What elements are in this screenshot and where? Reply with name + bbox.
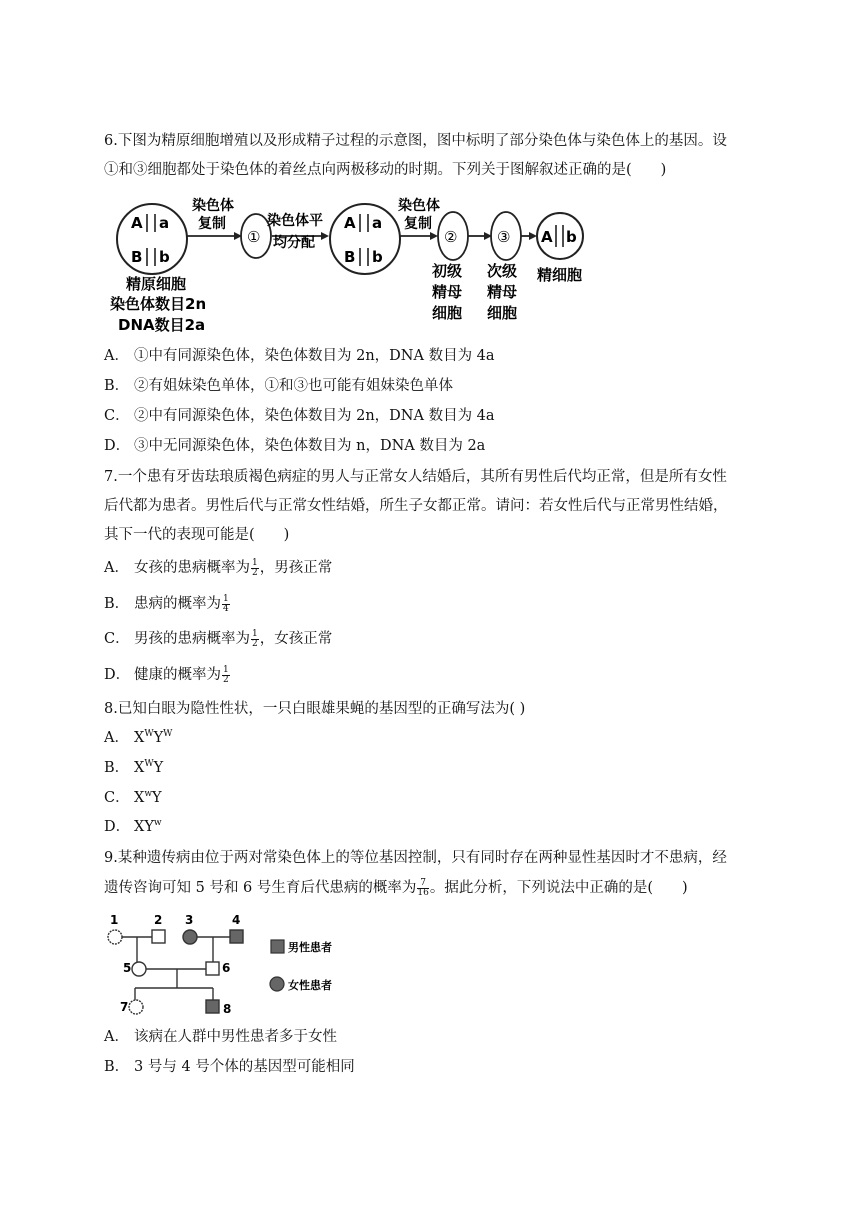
q8-stem: 8.已知白眼为隐性性状，一只白眼雄果蝇的基因型的正确写法为( ): [104, 701, 526, 717]
spermatogenesis-diagram: [104, 192, 604, 332]
svg-text:7: 7: [120, 1000, 129, 1014]
svg-text:初级: 初级: [432, 262, 463, 280]
q8-option-d: D． $XY^w$: [104, 818, 162, 835]
q9-option-a: A． 该病在人群中男性患者多于女性: [104, 1029, 337, 1045]
svg-text:染色体平: 染色体平: [267, 213, 323, 229]
svg-text:染色体数目2n: 染色体数目2n: [110, 295, 207, 313]
individual-7: [129, 1000, 143, 1014]
svg-text:1: 1: [110, 913, 119, 927]
individual-3: [183, 930, 197, 944]
q6-option-a: A． ①中有同源染色体，染色体数目为 2n，DNA 数目为 4a: [104, 348, 495, 364]
q7-stem-line2: 后代都为患者。男性后代与正常女性结婚，所生子女都正常。请问：若女性后代与正常男性结婚，: [104, 498, 728, 514]
svg-text:A: A: [131, 214, 143, 232]
daughter-spermatogonium-cell: [330, 204, 400, 274]
q9-option-b: B． 3 号与 4 号个体的基因型可能相同: [104, 1059, 355, 1075]
svg-text:②: ②: [444, 228, 458, 246]
fraction: $\frac{1}{4}$: [223, 593, 229, 614]
fraction: $\frac{1}{2}$: [252, 557, 258, 578]
svg-text:次级: 次级: [487, 262, 518, 280]
svg-text:染色体: 染色体: [398, 198, 440, 214]
q7-option-c: C． 男孩的患病概率为 $\frac{1}{2}$ ，女孩正常: [104, 628, 333, 649]
spermatogonium-cell: [117, 204, 187, 274]
q6-option-c: C． ②中有同源染色体，染色体数目为 2n，DNA 数目为 4a: [104, 408, 495, 424]
svg-text:复制: 复制: [404, 216, 432, 232]
svg-text:复制: 复制: [198, 216, 226, 232]
q6-stem-line1: 6.下图为精原细胞增殖以及形成精子过程的示意图，图中标明了部分染色体与染色体上的基因。设: [104, 133, 727, 149]
q7-option-d: D． 健康的概率为 $\frac{1}{2}$: [104, 664, 229, 685]
q8-option-a: A． $X^WY^W$: [104, 729, 173, 746]
svg-text:a: a: [159, 214, 170, 232]
legend-female-symbol: [270, 977, 284, 991]
svg-text:③: ③: [497, 228, 511, 246]
q6-option-b: B． ②有姐妹染色单体，①和③也可能有姐妹染色单体: [104, 378, 453, 394]
svg-text:A: A: [344, 214, 356, 232]
legend-male-symbol: [271, 940, 284, 953]
q7-stem-line1: 7.一个患有牙齿珐琅质褐色病症的男人与正常女人结婚后，其所有男性后代均正常，但是所有女性: [104, 469, 727, 485]
q8-option-c: C． $X^wY$: [104, 789, 162, 806]
svg-text:男性患者: 男性患者: [288, 941, 332, 954]
svg-text:B: B: [344, 248, 356, 266]
svg-text:精母: 精母: [432, 283, 463, 301]
svg-text:DNA数目2a: DNA数目2a: [118, 316, 206, 332]
svg-text:b: b: [372, 248, 383, 266]
q8-option-b: B． $X^WY$: [104, 759, 164, 776]
svg-text:染色体: 染色体: [192, 198, 234, 214]
svg-text:细胞: 细胞: [487, 304, 518, 322]
pedigree-chart: [104, 910, 374, 1020]
svg-text:女性患者: 女性患者: [288, 979, 332, 992]
q6-option-d: D． ③中无同源染色体，染色体数目为 n，DNA 数目为 2a: [104, 438, 486, 454]
svg-text:细胞: 细胞: [432, 304, 463, 322]
svg-text:均分配: 均分配: [273, 235, 315, 251]
fraction: $\frac{1}{2}$: [252, 628, 258, 649]
svg-text:精原细胞: 精原细胞: [126, 275, 187, 293]
svg-text:3: 3: [185, 913, 194, 927]
svg-text:5: 5: [123, 961, 132, 975]
svg-text:精细胞: 精细胞: [537, 266, 583, 284]
svg-text:4: 4: [232, 913, 241, 927]
svg-text:b: b: [159, 248, 170, 266]
svg-text:2: 2: [154, 913, 163, 927]
q9-stem-line1: 9.某种遗传病由位于两对常染色体上的等位基因控制，只有同时存在两种显性基因时才不患病，经: [104, 850, 727, 866]
fraction: $\frac{7}{16}$: [417, 877, 429, 898]
q7-option-b: B． 患病的概率为 $\frac{1}{4}$: [104, 593, 229, 614]
individual-4: [230, 930, 243, 943]
q9-stem-line2: 遗传咨询可知 5 号和 6 号生育后代患病的概率为 $\frac{7}{16}$ 。据此分析，下列说法中正确的是( ): [104, 877, 688, 898]
q6-stem-line2: ①和③细胞都处于染色体的着丝点向两极移动的时期。下列关于图解叙述正确的是( ): [104, 162, 667, 178]
individual-2: [152, 930, 165, 943]
svg-text:B: B: [131, 248, 143, 266]
svg-text:A: A: [541, 228, 553, 246]
q7-option-a: A． 女孩的患病概率为 $\frac{1}{2}$ ，男孩正常: [104, 557, 333, 578]
svg-text:a: a: [372, 214, 383, 232]
svg-text:b: b: [566, 228, 577, 246]
svg-text:6: 6: [222, 961, 231, 975]
svg-text:①: ①: [247, 228, 261, 246]
svg-text:精母: 精母: [487, 283, 518, 301]
svg-text:8: 8: [223, 1002, 232, 1016]
individual-5: [132, 962, 146, 976]
individual-8: [206, 1000, 219, 1013]
fraction: $\frac{1}{2}$: [223, 664, 229, 685]
q7-stem-line3: 其下一代的表现可能是( ): [104, 527, 290, 543]
individual-6: [206, 962, 219, 975]
individual-1: [108, 930, 122, 944]
